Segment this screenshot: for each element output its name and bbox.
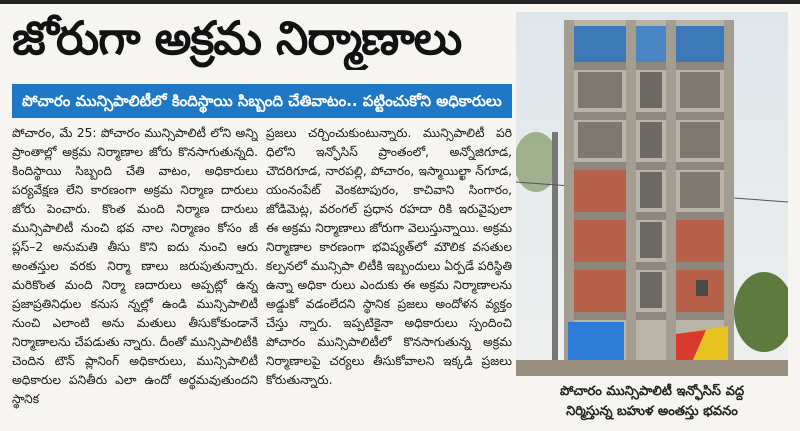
caption-line-2: నిర్మిస్తున్న బహుళ అంతస్తు భవనం (566, 404, 738, 419)
caption-line-1: పోచారం మున్సిపాలిటీ ఇన్ఫోసిస్ వద్ద (559, 384, 745, 399)
building-photo (516, 12, 788, 376)
subheadline-banner: పోచారం మున్సిపాలిటీలో కిందిస్థాయి సిబ్బంది చేతివాటం.. పట్టించుకోని అధికారులు (12, 84, 512, 118)
photo-caption (516, 382, 788, 426)
building-illustration (516, 12, 788, 376)
article-column-2: ప్రజలు చర్చించుకుంటున్నారు. మున్సిపాలిటీ పరి ధిలోని ఇన్ఫోసిస్ ప్రాంతంలో, అన్నోజిగూడ, చౌదరిగూడ, నారపల్లి, పోచారం, ఇస్మాయిల్ఖా న్‌గూడ, యంనంపేట్ వెంకటాపురం, కాచివాని సింగారం, జోడిమెట్ల, వరంగల్ ప్రధాన రహదా రికి ఇరువైపులా ఈ అక్రమ నిర్మాణాలు జోరుగా వెలుస్తున్నాయి. అక్రమ నిర్మాణాల కారణంగా భవిష్యత్‌లో మౌలిక వసతుల కల్పనలో మున్సిపా లిటీకి ఇబ్బందులు ఏర్పడే పరిస్థితి ఉన్నా అధికా రులు ఎందుకు ఈ అక్రమ నిర్మాణాలను అడ్డుకో వడంలేదని స్థానిక ప్రజలు అందోళన వ్యక్తం చేస్తు న్నారు. ఇప్పటికైనా అధికారులు స్పందించి పోచారం మున్సిపాలిటీలో కొనసాగుతున్న అక్రమ నిర్మాణాలపై చర్యలు తీసుకోవాలని ఇక్కడి ప్రజలు కోరుతున్నారు. (266, 126, 512, 387)
article-column-1: పోచారం, మే 25: పోచారం మున్సిపాలిటీ లోని అన్ని ప్రాంతాల్లో అక్రమ నిర్మాణాల జోరు కొనసాగుతున్నది. కిందిస్థాయి సిబ్బంది చేతి వాటం, అధికారులు పర్యవేక్షణ లేని కారణంగా అక్రమ నిర్మాణ దారులు జోరు పెంచారు. కొంత మంది నిర్మాణ దారులు మున్సిపాలిటీ నుంచి భవ నాల నిర్మాణం కోసం జీ ప్లస్–2 అనుమతి తీసు కొని ఐదు నుంచి ఆరు అంతస్తుల వరకు నిర్మా ణాలు జరుపుతున్నారు. మరికొంత మంది నిర్మా ణదారులు అప్పట్లో ఉన్న ప్రజాప్రతినిధుల కనుస న్నల్లో ఉండి మున్సిపాలిటీ నుంచి ఎలాంటి అను మతులు తీసుకోకుండానే నిర్మాణాలను చేపడుతు న్నారు. దీంతో మున్సిపాలిటీకి చెందిన టౌన్ ప్లానింగ్ అధికారులు, మున్సిపాలిటీ అధికారుల పనితీరు ఎలా ఉందో అర్థమవుతుందని స్థానిక (12, 126, 258, 406)
headline: జోరుగా అక్రమ నిర్మాణాలు (12, 11, 462, 65)
top-rule (0, 0, 800, 4)
